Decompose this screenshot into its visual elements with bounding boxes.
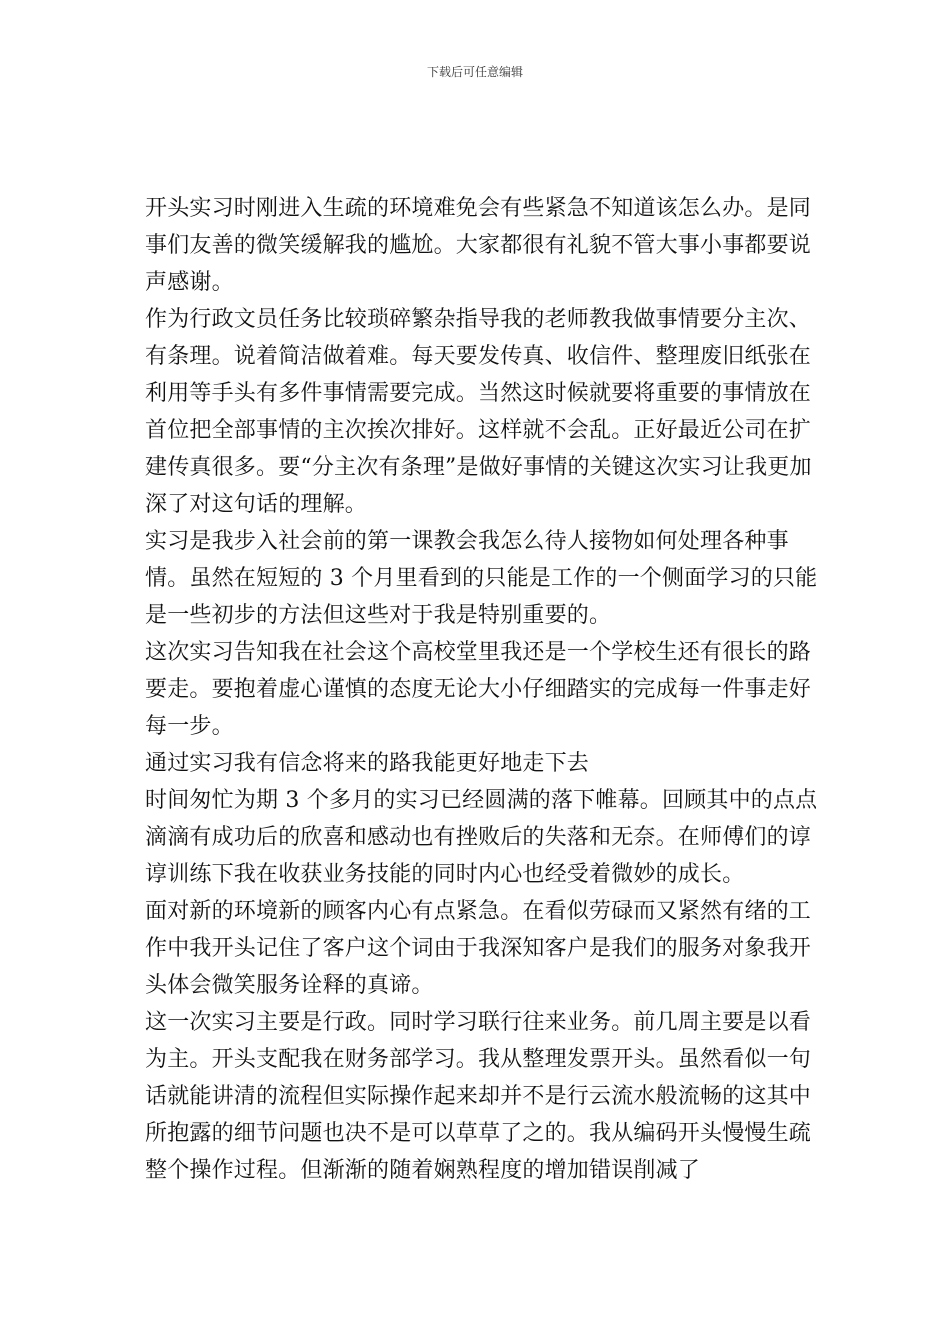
paragraph: 实习是我步入社会前的第一课教会我怎么待人接物如何处理各种事情。虽然在短短的 3 个月里看到的只能是工作的一个侧面学习的只能是一些初步的方法但这些对于我是特别重要的。	[145, 529, 818, 628]
paragraph: 面对新的环境新的顾客内心有点紧急。在看似劳碌而又紧然有绪的工作中我开头记住了客户这个词由于我深知客户是我们的服务对象我开头体会微笑服务诠释的真谛。	[145, 899, 812, 998]
paragraph: 开头实习时刚进入生疏的环境难免会有些紧急不知道该怎么办。是同事们友善的微笑缓解我的尴尬。大家都很有礼貌不管大事小事都要说声感谢。	[145, 196, 812, 295]
paragraph: 这一次实习主要是行政。同时学习联行往来业务。前几周主要是以看为主。开头支配我在财务部学习。我从整理发票开头。虽然看似一句话就能讲清的流程但实际操作起来却并不是行云流水般流畅的这其中所抱露的细节问题也决不是可以草草了之的。我从编码开头慢慢生疏整个操作过程。但渐渐的随着娴熟程度的增加错误削减了	[145, 1010, 812, 1183]
paragraph: 时间匆忙为期 3 个多月的实习已经圆满的落下帷幕。回顾其中的点点滴滴有成功后的欣喜和感动也有挫败后的失落和无奈。在师傅们的谆谆训练下我在收获业务技能的同时内心也经受着微妙的成长。	[145, 788, 818, 887]
paragraph: 这次实习告知我在社会这个高校堂里我还是一个学校生还有很长的路要走。要抱着虚心谨慎的态度无论大小仔细踏实的完成每一件事走好每一步。	[145, 640, 812, 739]
paragraph: 通过实习我有信念将来的路我能更好地走下去	[145, 751, 590, 776]
paragraph: 作为行政文员任务比较琐碎繁杂指导我的老师教我做事情要分主次、有条理。说着简洁做着难。每天要发传真、收信件、整理废旧纸张在利用等手头有多件事情需要完成。当然这时候就要将重要的事情放在首位把全部事情的主次挨次排好。这样就不会乱。正好最近公司在扩建传真很多。要“分主次有条理”是做好事情的关键这次实习让我更加深了对这句话的理解。	[145, 307, 812, 517]
document-body	[145, 190, 825, 1189]
page-header: 下载后可任意编辑	[426, 65, 523, 79]
